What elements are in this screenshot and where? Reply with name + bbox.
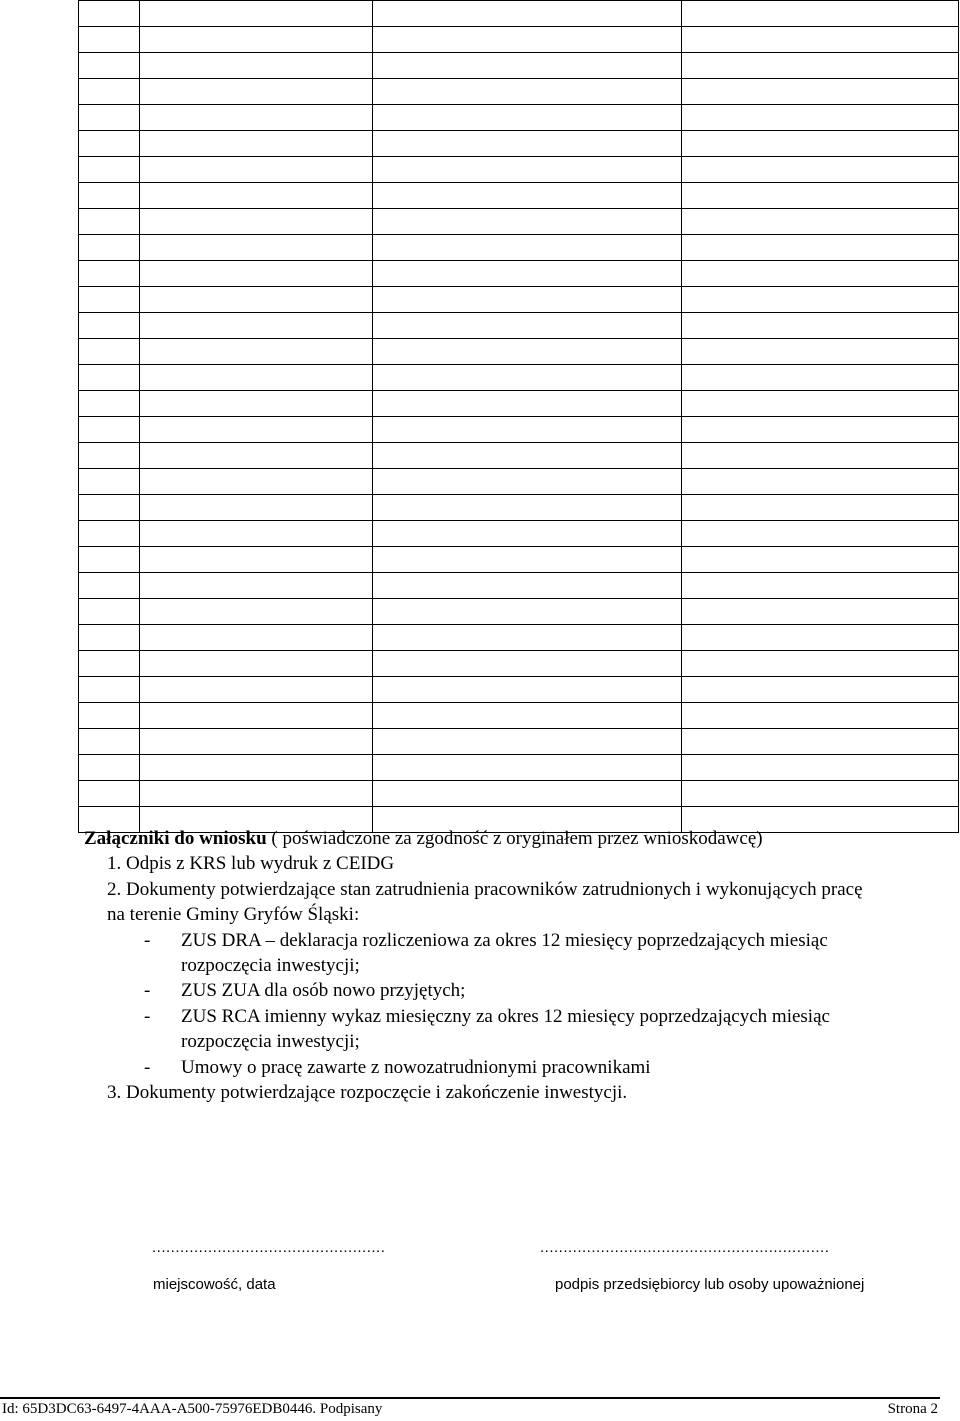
list-dash: - (144, 1056, 151, 1078)
table-cell[interactable] (682, 547, 959, 573)
attachments-heading (84, 826, 954, 851)
table-cell[interactable] (373, 677, 682, 703)
table-row (79, 287, 959, 313)
table-cell[interactable] (79, 287, 140, 313)
table-row (79, 261, 959, 287)
table-cell[interactable] (682, 625, 959, 651)
attachment-sub-3-line-1: ZUS RCA imienny wykaz miesięczny za okres 12 miesięcy poprzedzających miesiąc (181, 1005, 830, 1027)
table-cell[interactable] (373, 313, 682, 339)
table-cell[interactable] (682, 443, 959, 469)
table-cell[interactable] (373, 287, 682, 313)
table-cell[interactable] (682, 131, 959, 157)
table-cell[interactable] (79, 261, 140, 287)
table-cell[interactable] (79, 209, 140, 235)
table-cell[interactable] (79, 547, 140, 573)
table-cell[interactable] (373, 781, 682, 807)
table-row (79, 495, 959, 521)
table-cell[interactable] (140, 235, 373, 261)
table-cell[interactable] (373, 183, 682, 209)
page-number: Strona 2 (887, 1401, 938, 1417)
table-cell[interactable] (79, 79, 140, 105)
table-row (79, 781, 959, 807)
table-row (79, 209, 959, 235)
signature-dots: .............................................................. (540, 1239, 830, 1256)
table-row (79, 469, 959, 495)
table-cell[interactable] (682, 573, 959, 599)
table-cell[interactable] (373, 79, 682, 105)
attachment-sub-2-text: ZUS ZUA dla osób nowo przyjętych; (181, 980, 466, 1002)
table-cell[interactable] (373, 651, 682, 677)
attachments-heading-bold: Załączniki do wniosku (84, 828, 267, 849)
table-cell[interactable] (79, 625, 140, 651)
table-cell[interactable] (373, 547, 682, 573)
table-cell[interactable] (373, 469, 682, 495)
table-cell[interactable] (373, 417, 682, 443)
attachment-item-3: 3. Dokumenty potwierdzające rozpoczęcie i zakończenie inwestycji. (107, 1081, 628, 1103)
table-cell[interactable] (682, 53, 959, 79)
table-cell[interactable] (140, 339, 373, 365)
table-cell[interactable] (140, 183, 373, 209)
attachment-sub-4-text: Umowy o pracę zawarte z nowozatrudnionymi pracownikami (181, 1056, 651, 1078)
table-cell[interactable] (79, 703, 140, 729)
table-cell[interactable] (373, 443, 682, 469)
table-cell[interactable] (140, 443, 373, 469)
table-cell[interactable] (79, 313, 140, 339)
table-cell[interactable] (140, 547, 373, 573)
table-row (79, 677, 959, 703)
table-cell[interactable] (373, 391, 682, 417)
table-cell[interactable] (140, 1, 373, 27)
table-row (79, 573, 959, 599)
table-cell[interactable] (682, 183, 959, 209)
table-cell[interactable] (682, 521, 959, 547)
attachment-sub-1-line-1: ZUS DRA – deklaracja rozliczeniowa za okres 12 miesięcy poprzedzających miesiąc (181, 929, 828, 951)
table-cell[interactable] (682, 209, 959, 235)
table-row (79, 755, 959, 781)
table-cell[interactable] (79, 573, 140, 599)
table-cell[interactable] (682, 781, 959, 807)
table-cell[interactable] (373, 261, 682, 287)
table-cell[interactable] (682, 729, 959, 755)
attachment-sub-3-line-2: rozpoczęcia inwestycji; (181, 1031, 360, 1053)
table-row (79, 521, 959, 547)
table-cell[interactable] (79, 677, 140, 703)
attachment-sub-3 (84, 1004, 954, 1029)
table-row (79, 651, 959, 677)
table-cell[interactable] (140, 729, 373, 755)
table-row (79, 53, 959, 79)
table-row (79, 131, 959, 157)
table-cell[interactable] (373, 599, 682, 625)
table-cell[interactable] (140, 573, 373, 599)
table-cell[interactable] (373, 625, 682, 651)
table-row (79, 79, 959, 105)
attachments-section (84, 826, 954, 1105)
table-cell[interactable] (373, 755, 682, 781)
table-cell[interactable] (140, 651, 373, 677)
table-cell[interactable] (79, 443, 140, 469)
table-cell[interactable] (373, 703, 682, 729)
table-row (79, 339, 959, 365)
table-cell[interactable] (140, 469, 373, 495)
table-cell[interactable] (140, 365, 373, 391)
table-cell[interactable] (79, 495, 140, 521)
table-cell[interactable] (682, 391, 959, 417)
table-cell[interactable] (682, 79, 959, 105)
table-row (79, 365, 959, 391)
table-cell[interactable] (79, 417, 140, 443)
entry-table (78, 0, 959, 833)
table-cell[interactable] (79, 469, 140, 495)
table-row (79, 443, 959, 469)
table-cell[interactable] (373, 521, 682, 547)
table-cell[interactable] (682, 417, 959, 443)
table-cell[interactable] (140, 391, 373, 417)
table-cell[interactable] (140, 417, 373, 443)
table-cell[interactable] (140, 261, 373, 287)
table-row (79, 417, 959, 443)
table-row (79, 729, 959, 755)
table-cell[interactable] (140, 313, 373, 339)
table-row (79, 183, 959, 209)
table-cell[interactable] (79, 53, 140, 79)
table-cell[interactable] (140, 27, 373, 53)
table-row (79, 1, 959, 27)
table-cell[interactable] (373, 495, 682, 521)
table-cell[interactable] (682, 755, 959, 781)
table-cell[interactable] (373, 105, 682, 131)
document-id: Id: 65D3DC63-6497-4AAA-A500-75976EDB0446. Podpisany (2, 1401, 383, 1417)
attachment-item-2-line-1: 2. Dokumenty potwierdzające stan zatrudnienia pracowników zatrudnionych i wykonujących pracę (107, 878, 863, 900)
signature-label: podpis przedsiębiorcy lub osoby upoważnionej (555, 1276, 865, 1293)
table-cell[interactable] (79, 781, 140, 807)
table-cell[interactable] (79, 183, 140, 209)
attachment-sub-1 (84, 928, 954, 953)
place-date-dots: .................................................. (152, 1239, 386, 1256)
table-cell[interactable] (373, 53, 682, 79)
table-cell[interactable] (79, 235, 140, 261)
footer-divider (0, 1397, 940, 1399)
table-cell[interactable] (682, 703, 959, 729)
table-cell[interactable] (682, 469, 959, 495)
table-cell[interactable] (373, 27, 682, 53)
table-cell[interactable] (140, 599, 373, 625)
attachment-sub-1-line-2: rozpoczęcia inwestycji; (181, 954, 360, 976)
table-row (79, 625, 959, 651)
list-dash: - (144, 929, 151, 951)
table-cell[interactable] (140, 495, 373, 521)
attachment-item-2-line-2: na terenie Gminy Gryfów Śląski: (107, 904, 360, 926)
table-cell[interactable] (140, 105, 373, 131)
table-row (79, 391, 959, 417)
attachments-heading-rest: ( poświadczone za zgodność z oryginałem przez wnioskodawcę) (266, 828, 763, 849)
table-cell[interactable] (682, 651, 959, 677)
table-cell[interactable] (373, 157, 682, 183)
table-row (79, 235, 959, 261)
table-cell[interactable] (79, 521, 140, 547)
table-cell[interactable] (373, 573, 682, 599)
table-cell[interactable] (79, 391, 140, 417)
table-cell[interactable] (79, 105, 140, 131)
attachment-sub-4 (84, 1055, 954, 1080)
table-cell[interactable] (373, 339, 682, 365)
table-row (79, 703, 959, 729)
table-cell[interactable] (79, 1, 140, 27)
table-cell[interactable] (373, 1, 682, 27)
table-cell[interactable] (140, 79, 373, 105)
table-cell[interactable] (140, 625, 373, 651)
table-cell[interactable] (682, 105, 959, 131)
place-date-label: miejscowość, data (153, 1276, 276, 1293)
table-cell[interactable] (682, 235, 959, 261)
table-cell[interactable] (682, 495, 959, 521)
table-cell[interactable] (682, 1, 959, 27)
table-cell[interactable] (682, 599, 959, 625)
table-cell[interactable] (140, 703, 373, 729)
table-cell[interactable] (682, 27, 959, 53)
table-cell[interactable] (682, 157, 959, 183)
table-cell[interactable] (79, 27, 140, 53)
table-cell[interactable] (140, 755, 373, 781)
list-dash: - (144, 980, 151, 1002)
table-row (79, 599, 959, 625)
table-cell[interactable] (682, 365, 959, 391)
table-cell[interactable] (373, 131, 682, 157)
table-cell[interactable] (682, 313, 959, 339)
table-cell[interactable] (373, 209, 682, 235)
table-cell[interactable] (373, 729, 682, 755)
table-cell[interactable] (140, 53, 373, 79)
table-cell[interactable] (79, 131, 140, 157)
table-row (79, 105, 959, 131)
attachment-sub-2 (84, 978, 954, 1003)
table-cell[interactable] (140, 677, 373, 703)
table-cell[interactable] (79, 599, 140, 625)
table-cell[interactable] (682, 287, 959, 313)
table-cell[interactable] (373, 365, 682, 391)
table-cell[interactable] (79, 651, 140, 677)
table-cell[interactable] (682, 261, 959, 287)
table-row (79, 157, 959, 183)
table-cell[interactable] (373, 235, 682, 261)
table-cell[interactable] (682, 677, 959, 703)
table-row (79, 27, 959, 53)
table-cell[interactable] (140, 521, 373, 547)
table-cell[interactable] (140, 131, 373, 157)
table-cell[interactable] (79, 755, 140, 781)
table-row (79, 547, 959, 573)
table-cell[interactable] (682, 339, 959, 365)
table-row (79, 313, 959, 339)
attachment-item-1: 1. Odpis z KRS lub wydruk z CEIDG (107, 853, 395, 875)
table-cell[interactable] (79, 729, 140, 755)
table-cell[interactable] (79, 157, 140, 183)
table-cell[interactable] (79, 365, 140, 391)
table-cell[interactable] (79, 339, 140, 365)
table-cell[interactable] (140, 209, 373, 235)
table-cell[interactable] (140, 157, 373, 183)
table-cell[interactable] (140, 781, 373, 807)
table-cell[interactable] (140, 287, 373, 313)
list-dash: - (144, 1005, 151, 1027)
